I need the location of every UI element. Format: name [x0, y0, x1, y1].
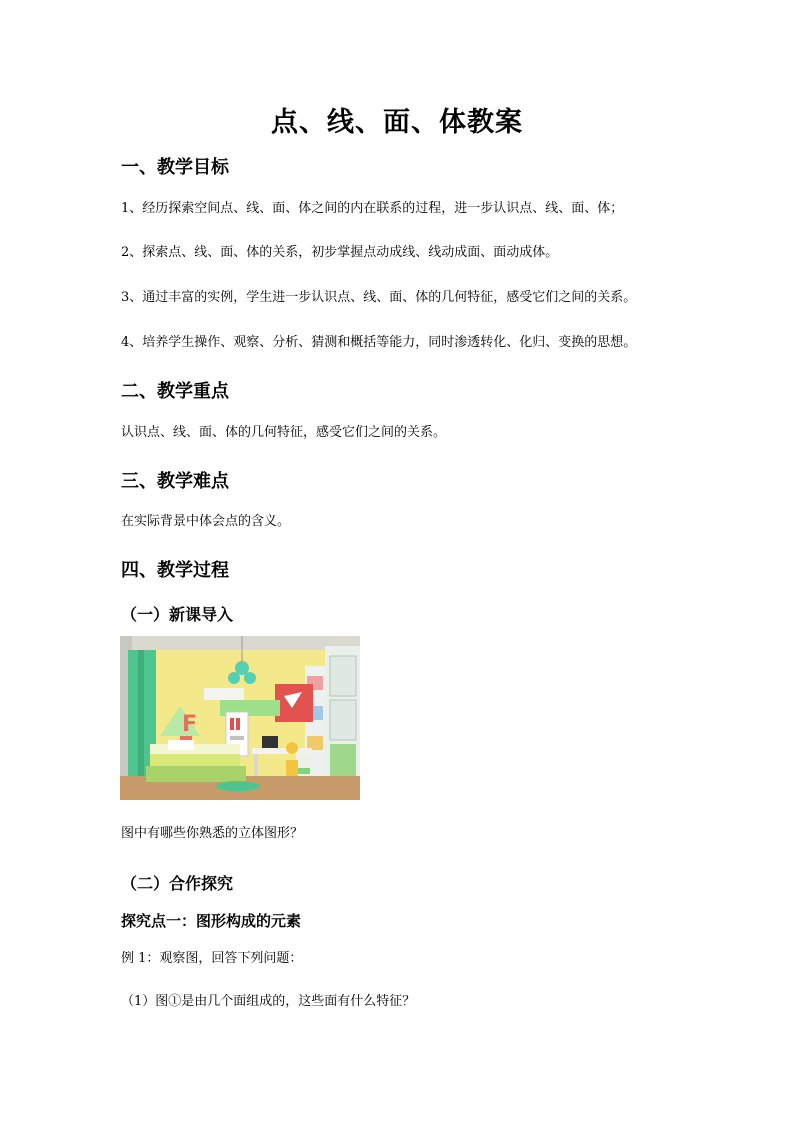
objective-item-4: 4、培养学生操作、观察、分析、猜测和概括等能力，同时渗透转化、化归、变换的思想。: [121, 335, 637, 350]
photo-letter-f: F: [182, 712, 198, 737]
section-heading-key-points: 二、教学重点: [121, 381, 229, 402]
section-heading-difficulties: 三、教学难点: [121, 471, 229, 492]
section-heading-objectives: 一、教学目标: [121, 157, 229, 178]
explore-point-heading: 探究点一：图形构成的元素: [121, 912, 302, 930]
example-text: 例 1：观察图，回答下列问题：: [121, 951, 303, 966]
document-title: 点、线、面、体教案: [271, 107, 523, 138]
difficulties-text: 在实际背景中体会点的含义。: [121, 514, 291, 529]
subsection-heading-explore: （二）合作探究: [121, 874, 234, 893]
subsection-heading-intro: （一）新课导入: [121, 605, 234, 624]
section-heading-process: 四、教学过程: [121, 560, 229, 581]
objective-item-3: 3、通过丰富的实例，学生进一步认识点、线、面、体的几何特征，感受它们之间的关系。: [121, 290, 637, 305]
intro-question: 图中有哪些你熟悉的立体图形？: [121, 826, 304, 841]
key-points-text: 认识点、线、面、体的几何特征，感受它们之间的关系。: [121, 425, 447, 440]
example-question-1: （1）图①是由几个面组成的，这些面有什么特征？: [121, 994, 416, 1009]
objective-item-1: 1、经历探索空间点、线、面、体之间的内在联系的过程，进一步认识点、线、面、体；: [121, 201, 624, 216]
objective-item-2: 2、探索点、线、面、体的关系，初步掌握点动成线、线动成面、面动成体。: [121, 245, 559, 260]
bedroom-photo: [120, 636, 360, 800]
